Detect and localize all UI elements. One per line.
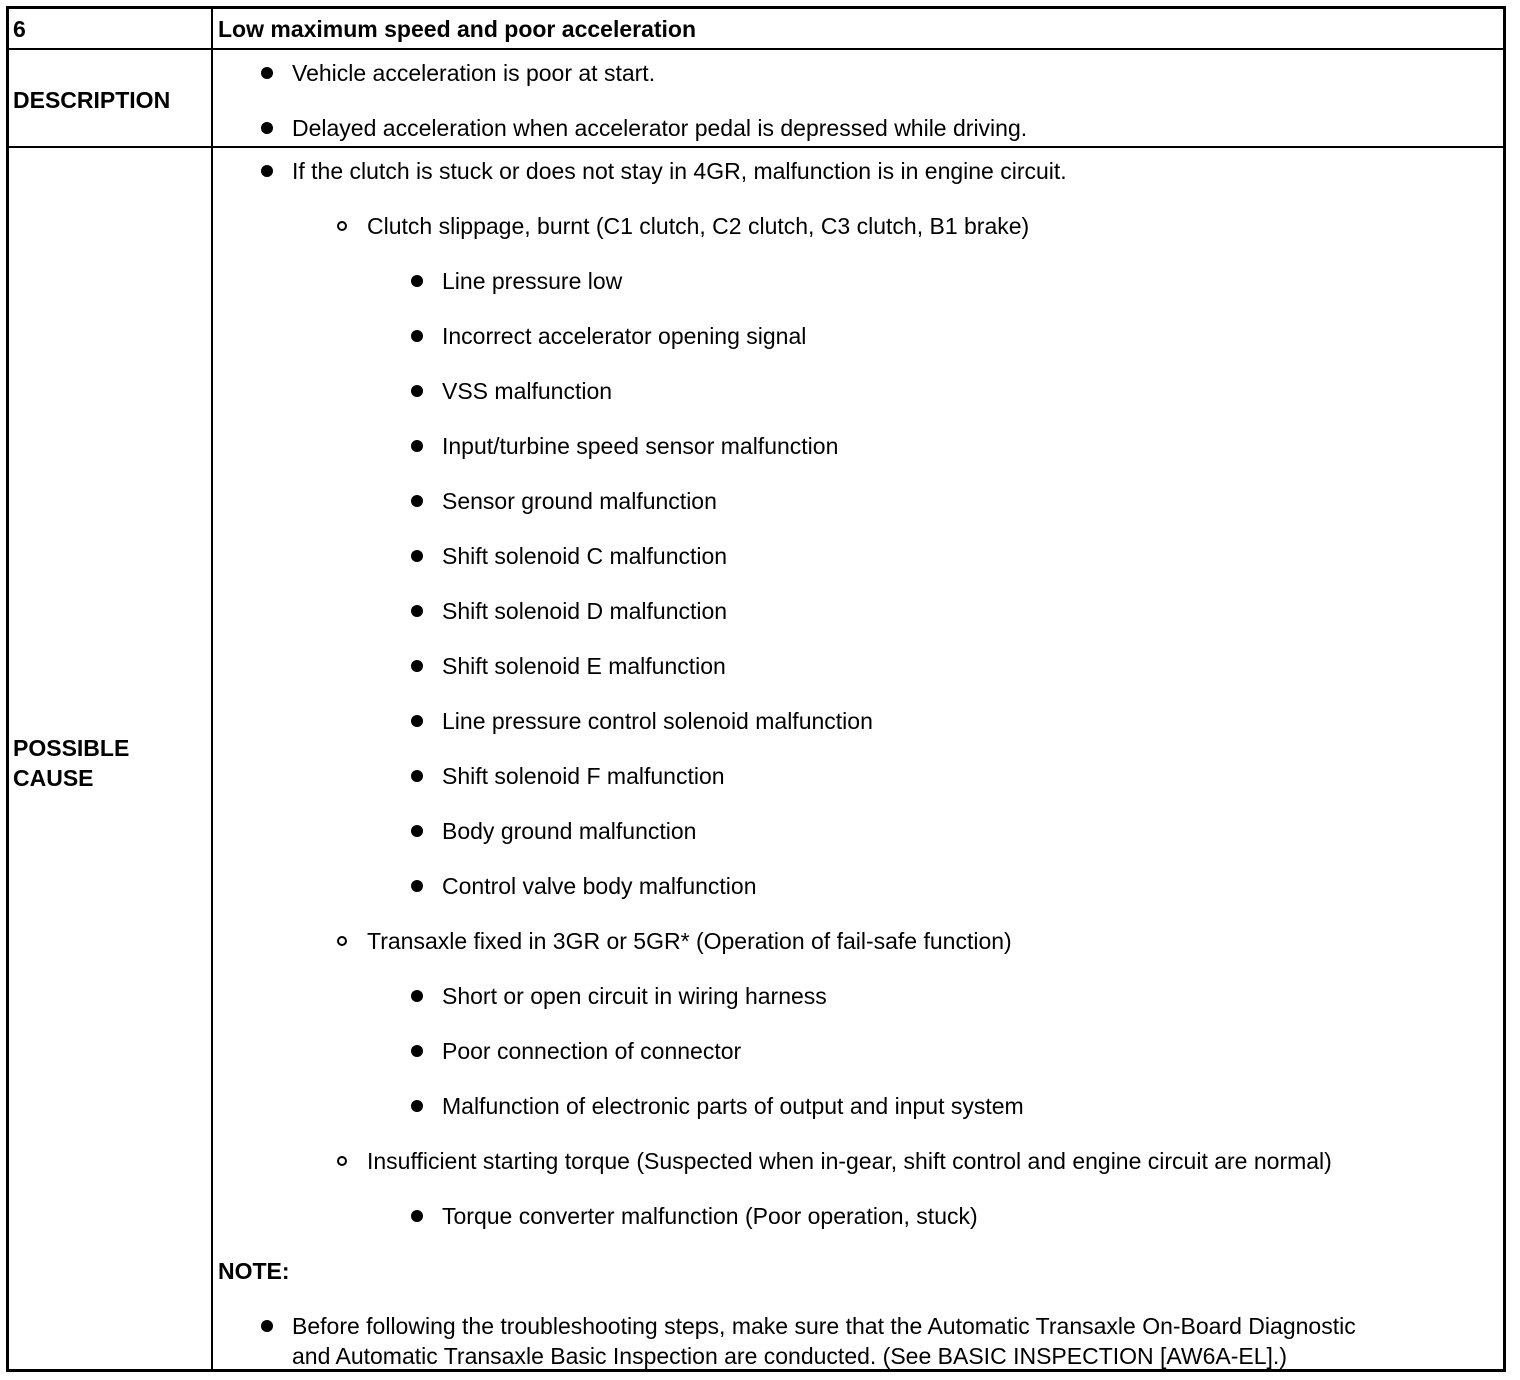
open-circle-bullet-icon [337, 221, 347, 231]
possible-cause-label-line2: CAUSE [13, 765, 94, 791]
troubleshooting-table [6, 6, 1506, 1372]
bullet-icon [261, 67, 273, 79]
cause-item: Line pressure low [442, 268, 623, 294]
cause-item: Short or open circuit in wiring harness [442, 983, 827, 1009]
cause-item: Shift solenoid C malfunction [442, 543, 728, 569]
cause-item: Incorrect accelerator opening signal [442, 323, 807, 349]
symptom-title: Low maximum speed and poor acceleration [218, 16, 697, 42]
cause-item: VSS malfunction [442, 378, 613, 404]
possible-cause-label-line1: POSSIBLE [13, 735, 130, 761]
bullet-icon [261, 165, 273, 177]
bullet-icon [411, 715, 423, 727]
bullet-icon [411, 660, 423, 672]
note-text-line2: and Automatic Transaxle Basic Inspection are conducted. (See BASIC INSPECTION [AW6A-EL].) [292, 1343, 1287, 1369]
cause-item: Shift solenoid F malfunction [442, 763, 725, 789]
bullet-icon [411, 330, 423, 342]
bullet-icon [261, 1320, 273, 1332]
column-divider [211, 9, 213, 1369]
description-item: Delayed acceleration when accelerator pedal is depressed while driving. [292, 115, 1028, 141]
cause-group-title: Insufficient starting torque (Suspected when in-gear, shift control and engine circuit are normal) [367, 1148, 1332, 1174]
bullet-icon [411, 495, 423, 507]
cause-item: Poor connection of connector [442, 1038, 742, 1064]
cause-item: Body ground malfunction [442, 818, 697, 844]
note-label: NOTE: [218, 1258, 290, 1284]
bullet-icon [411, 1045, 423, 1057]
cause-item: Torque converter malfunction (Poor operation, stuck) [442, 1203, 978, 1229]
cause-item: Control valve body malfunction [442, 873, 757, 899]
cause-item: Input/turbine speed sensor malfunction [442, 433, 839, 459]
bullet-icon [411, 550, 423, 562]
bullet-icon [411, 1210, 423, 1222]
description-item: Vehicle acceleration is poor at start. [292, 60, 656, 86]
cause-item: Line pressure control solenoid malfunction [442, 708, 873, 734]
cause-group-title: Transaxle fixed in 3GR or 5GR* (Operation of fail-safe function) [367, 928, 1012, 954]
cause-item: Malfunction of electronic parts of output and input system [442, 1093, 1024, 1119]
cause-item: Shift solenoid E malfunction [442, 653, 726, 679]
header-row-divider [9, 48, 1503, 50]
bullet-icon [411, 825, 423, 837]
open-circle-bullet-icon [337, 936, 347, 946]
bullet-icon [411, 990, 423, 1002]
bullet-icon [411, 770, 423, 782]
cause-item: Shift solenoid D malfunction [442, 598, 728, 624]
description-row-divider [9, 146, 1503, 148]
bullet-icon [411, 440, 423, 452]
bullet-icon [411, 880, 423, 892]
bullet-icon [261, 122, 273, 134]
bullet-icon [411, 385, 423, 397]
note-text-line1: Before following the troubleshooting steps, make sure that the Automatic Transaxle On-Board Diagnostic [292, 1313, 1356, 1339]
bullet-icon [411, 1100, 423, 1112]
description-label: DESCRIPTION [13, 87, 171, 113]
open-circle-bullet-icon [337, 1156, 347, 1166]
bullet-icon [411, 275, 423, 287]
cause-intro: If the clutch is stuck or does not stay in 4GR, malfunction is in engine circuit. [292, 158, 1067, 184]
cause-group-title: Clutch slippage, burnt (C1 clutch, C2 clutch, C3 clutch, B1 brake) [367, 213, 1030, 239]
cause-item: Sensor ground malfunction [442, 488, 717, 514]
bullet-icon [411, 605, 423, 617]
symptom-number: 6 [13, 16, 26, 42]
